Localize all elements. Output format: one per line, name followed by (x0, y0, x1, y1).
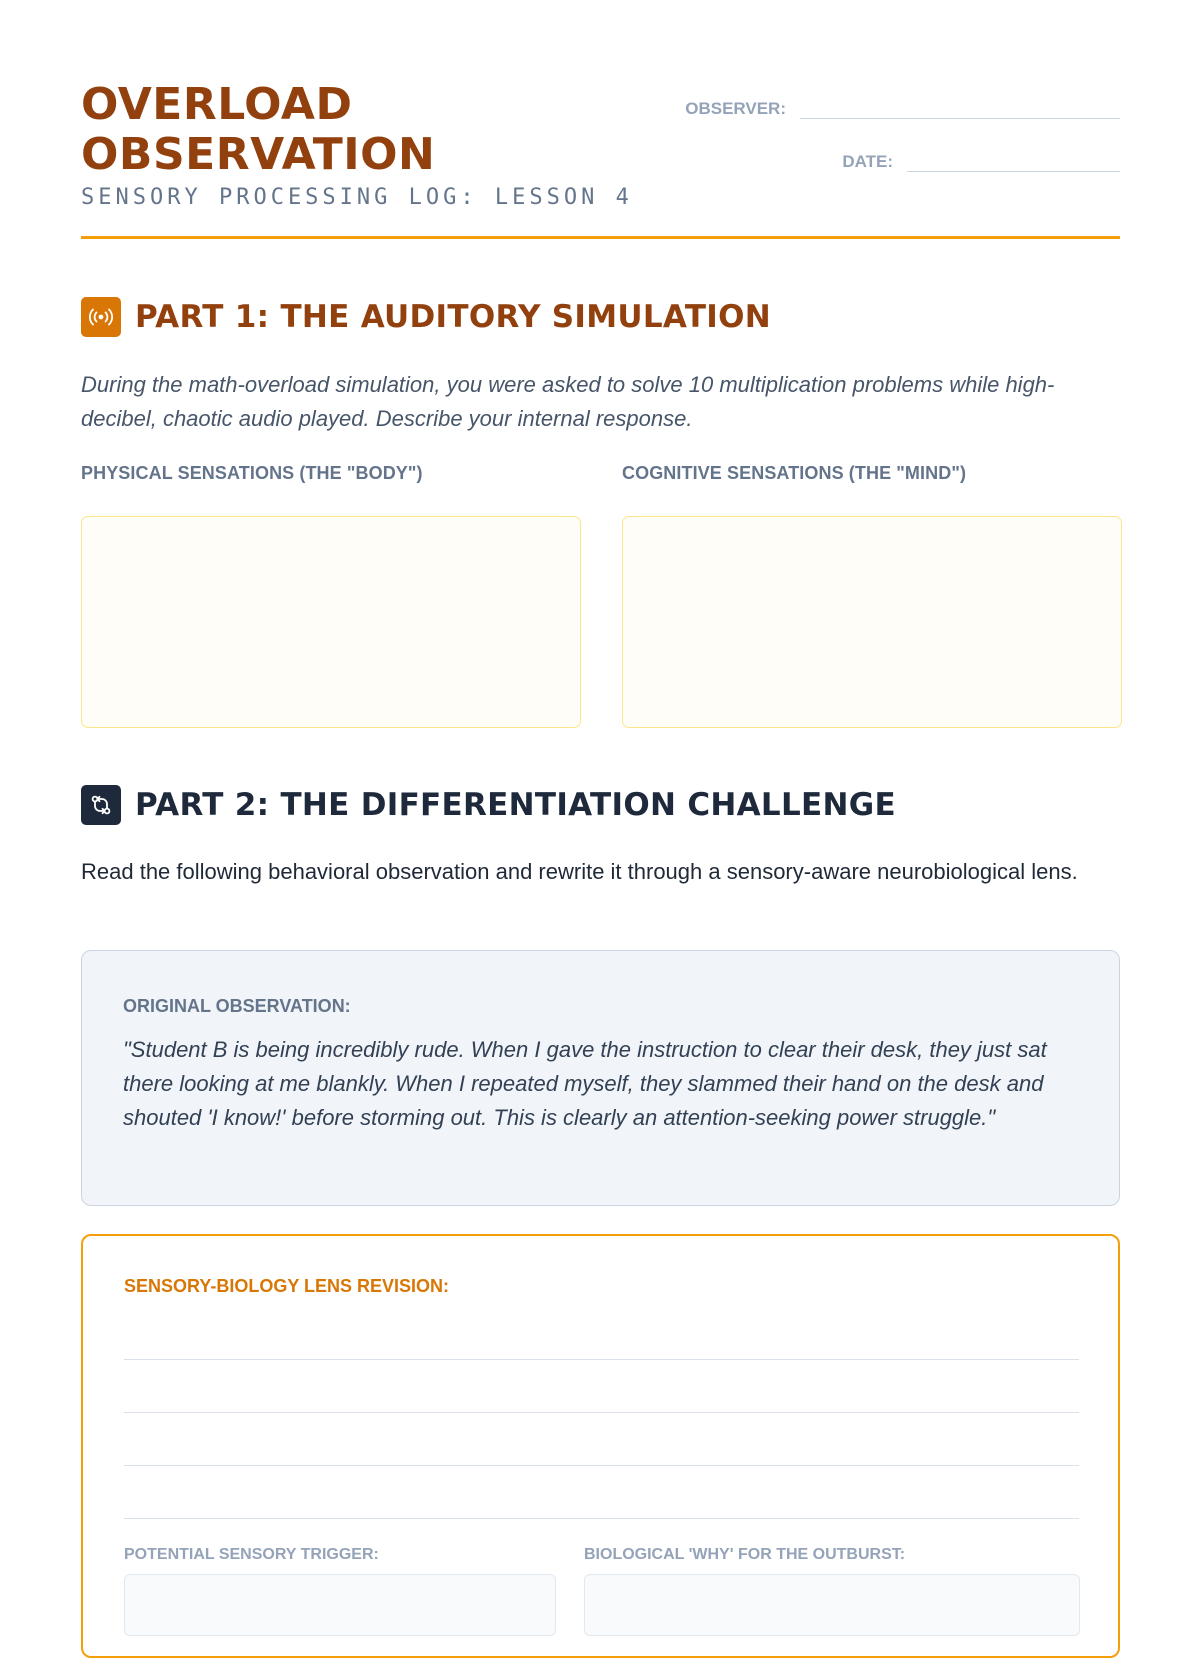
revision-write-line[interactable] (124, 1412, 1079, 1413)
revision-write-line[interactable] (124, 1518, 1079, 1519)
biological-why-field[interactable] (584, 1574, 1080, 1636)
part1-instructions: During the math-overload simulation, you were asked to solve 10 multiplication problems while high-decibel, chaotic audio played. Describe your internal response. (81, 372, 1055, 431)
part2-heading-row (81, 785, 896, 825)
revision-label: SENSORY-BIOLOGY LENS REVISION: (124, 1276, 450, 1296)
part2-instructions: Read the following behavioral observation and rewrite it through a sensory-aware neurobiological lens. (81, 859, 1078, 884)
original-observation-label: ORIGINAL OBSERVATION: (123, 996, 351, 1016)
title-line-1: OVERLOAD (81, 79, 353, 130)
git-compare-icon (81, 785, 121, 825)
worksheet-header (81, 0, 1120, 240)
physical-sensations-label: PHYSICAL SENSATIONS (THE "BODY") (81, 463, 423, 483)
header-divider (81, 236, 1120, 239)
sensory-trigger-label: POTENTIAL SENSORY TRIGGER: (124, 1546, 379, 1563)
observer-label: OBSERVER: (685, 99, 786, 118)
original-observation-quote: "Student B is being incredibly rude. When I gave the instruction to clear their desk, they just sat there looking at me blankly. When I repeated myself, they slammed their hand on the desk and shouted 'I know!' before storming out. This is clearly an attention-seeking power struggle." (123, 1037, 1047, 1130)
page-title (81, 80, 641, 180)
cognitive-sensations-label: COGNITIVE SENSATIONS (THE "MIND") (622, 463, 967, 483)
biological-why-label: BIOLOGICAL 'WHY' FOR THE OUTBURST: (584, 1546, 906, 1563)
cognitive-sensations-box[interactable] (622, 516, 1122, 728)
part1-heading-row (81, 297, 771, 337)
physical-sensations-box[interactable] (81, 516, 581, 728)
observer-row (685, 88, 1120, 119)
broadcast-icon (81, 297, 121, 337)
title-line-2: OBSERVATION (81, 129, 436, 180)
revision-write-line[interactable] (124, 1465, 1079, 1466)
part2-heading: PART 2: THE DIFFERENTIATION CHALLENGE (135, 787, 896, 823)
date-row (842, 141, 1120, 172)
date-field[interactable] (907, 141, 1120, 172)
revision-write-line[interactable] (124, 1359, 1079, 1360)
date-label: DATE: (842, 152, 893, 171)
sensory-trigger-field[interactable] (124, 1574, 556, 1636)
page-subtitle: SENSORY PROCESSING LOG: LESSON 4 (81, 185, 633, 210)
observer-field[interactable] (800, 88, 1120, 119)
original-observation-card (81, 950, 1120, 1206)
part1-heading: PART 1: THE AUDITORY SIMULATION (135, 299, 771, 335)
revision-card (81, 1234, 1120, 1658)
